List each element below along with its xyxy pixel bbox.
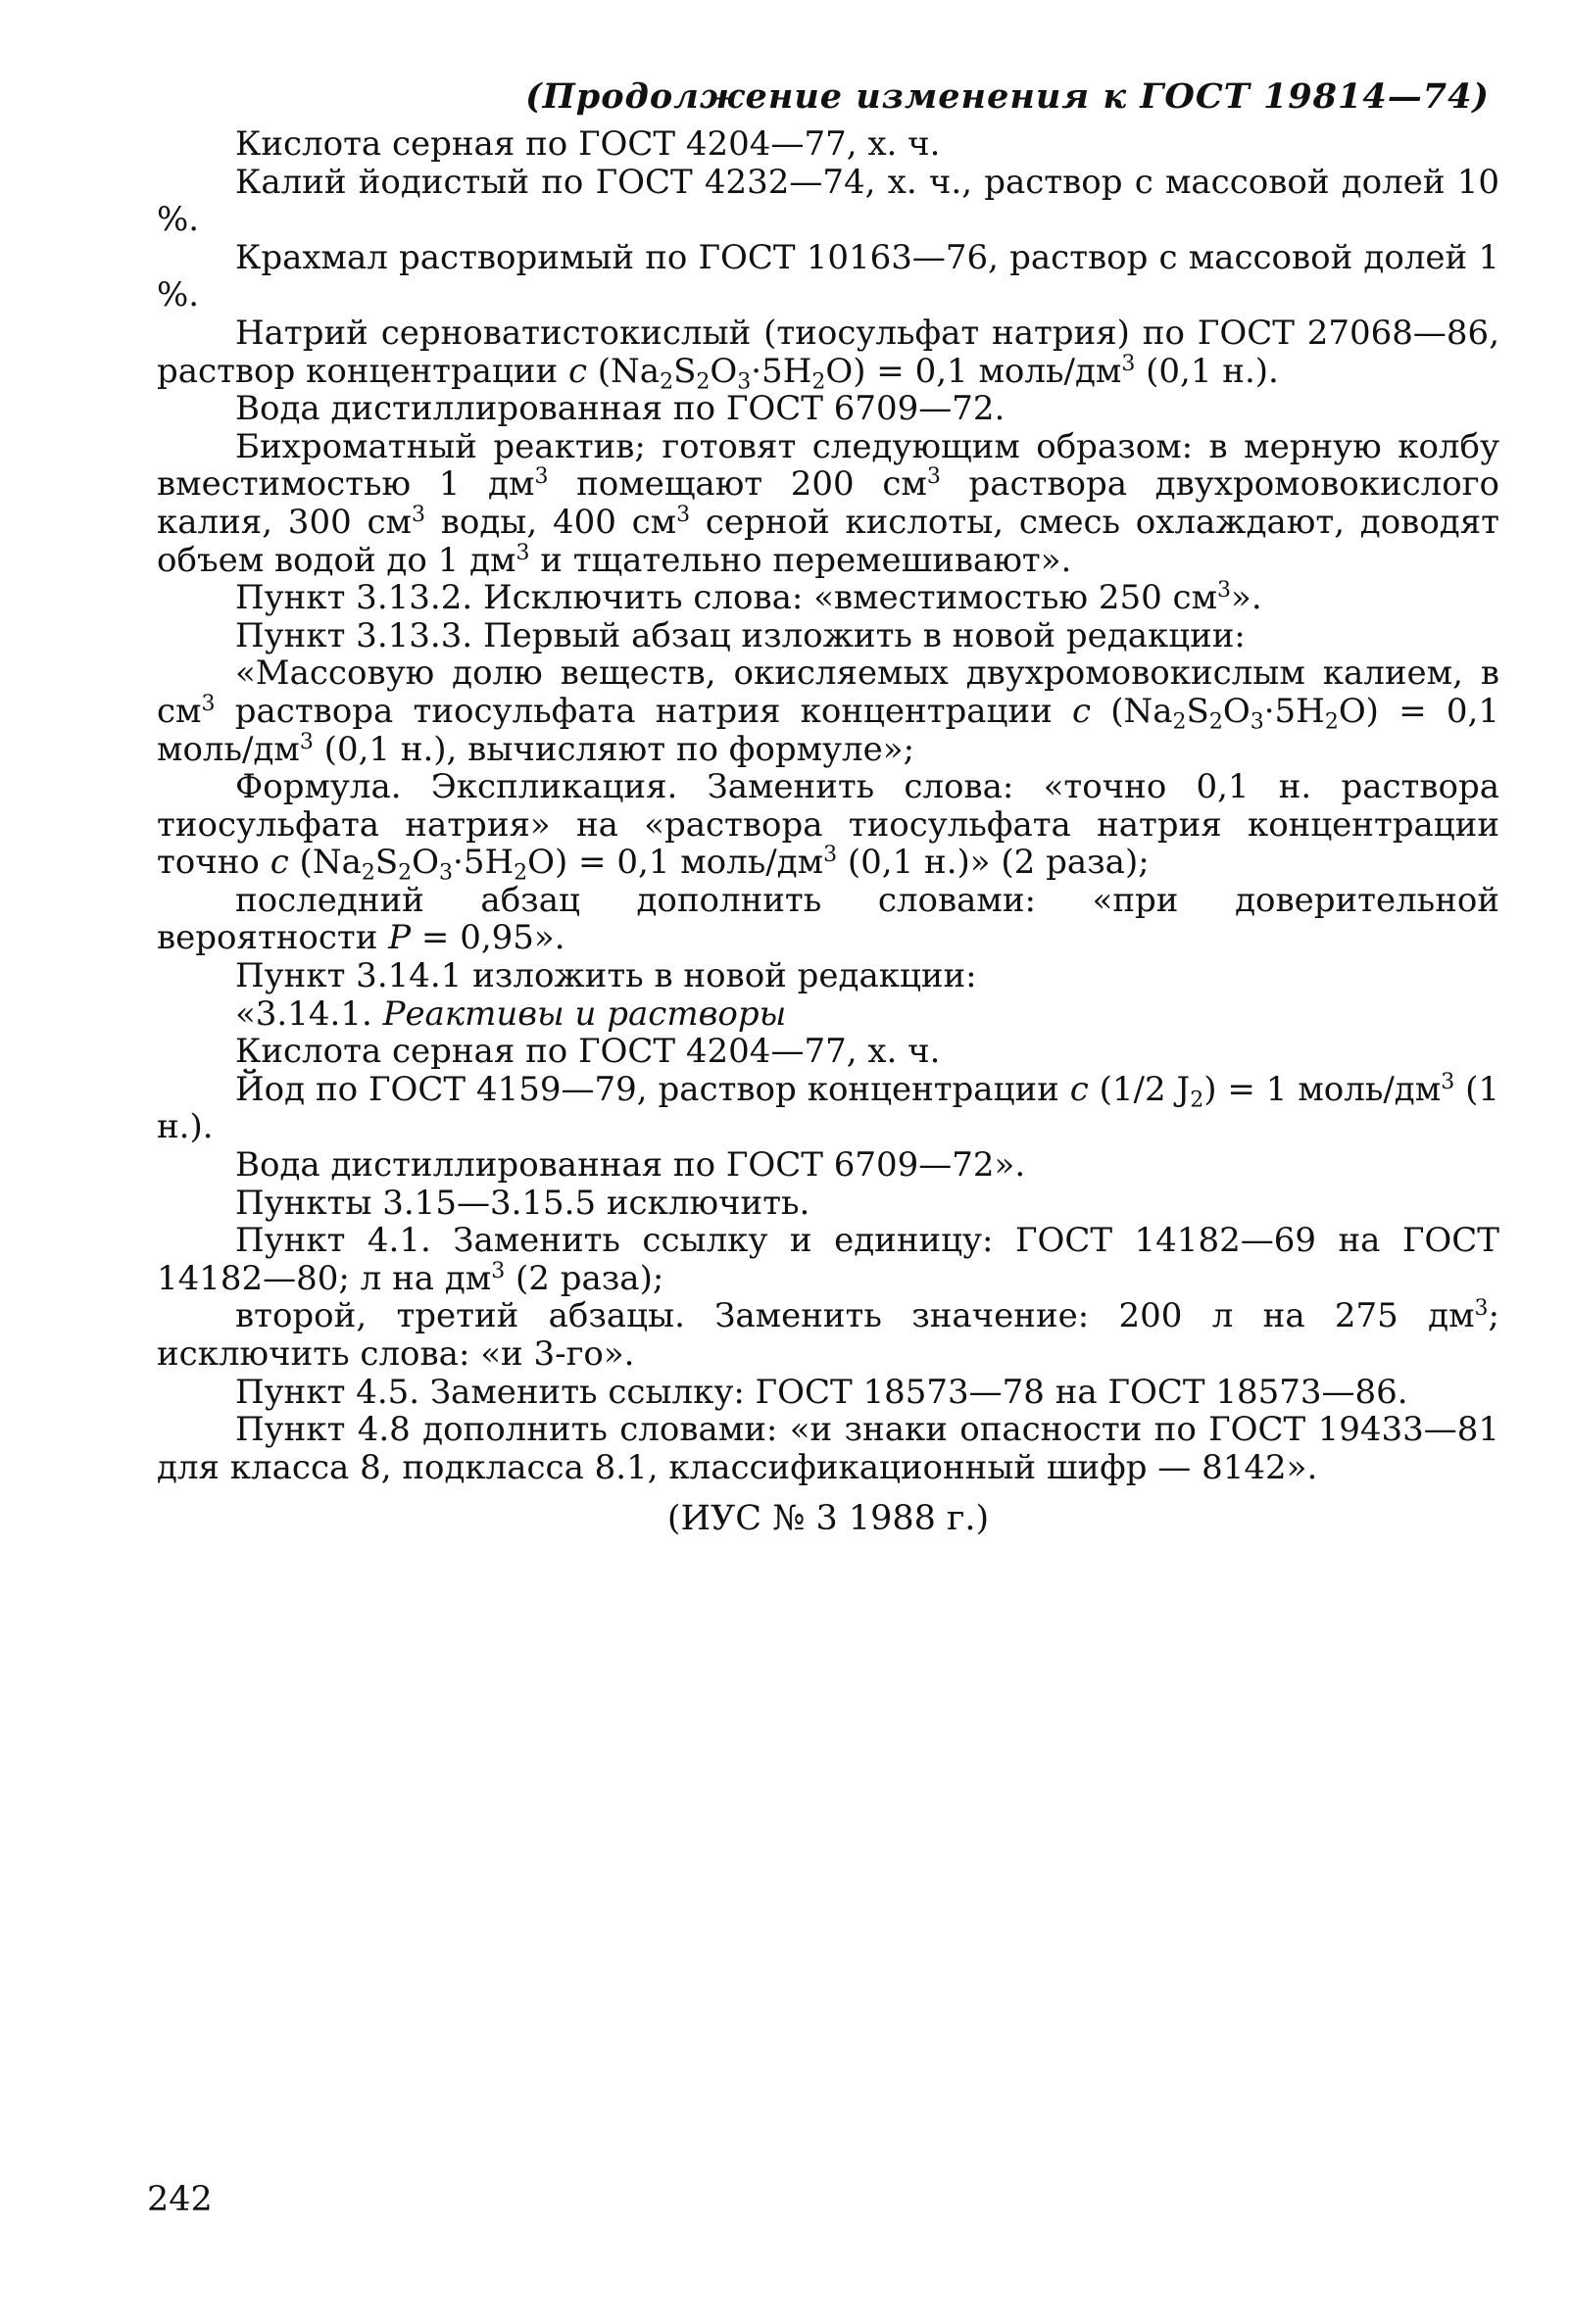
running-header: (Продолжение изменения к ГОСТ 19814—74) (525, 76, 1490, 117)
paragraph: Бихроматный реактив; готовят следующим образом: в мерную колбу вместимостью 1 $дм^3$ помещают 200 $см^3$ раствора двухромовокислого калия, 300 $см^3$ воды, 400 $см^3$ серной кислоты, смесь охлаждают, доводят объем водой до 1 $дм^3$ и тщательно перемешивают». (157, 426, 1500, 580)
paragraph: Пункт 3.14.1 изложить в новой редакции: (235, 956, 977, 996)
paragraph: Пункт 4.8 дополнить словами: «и знаки опасности по ГОСТ 19433—81 для класса 8, подкласса 8.1, классификационный шифр — 8142». (157, 1410, 1499, 1487)
source-reference: (ИУС № 3 1988 г.) (666, 1499, 990, 1539)
page-number: 242 (147, 2180, 213, 2219)
paragraph: Формула. Экспликация. Заменить слова: «точно 0,1 н. раствора тиосульфата натрия» на «раствора тиосульфата натрия концентрации точно c $(Na_2S_2O_3\cdot 5H_2O) = 0,1$ моль/$дм^3$ (0,1 н.)» (2 раза); (157, 767, 1499, 886)
paragraph: Пункты 3.15—3.15.5 исключить. (235, 1183, 810, 1223)
paragraph: Пункт 4.1. Заменить ссылку и единицу: ГОСТ 14182—69 на ГОСТ 14182—80; л на $дм^3$ (2 раза); (157, 1221, 1499, 1298)
paragraph: Пункт 3.13.3. Первый абзац изложить в новой редакции: (235, 615, 1246, 655)
paragraph: второй, третий абзацы. Заменить значение: 200 л на 275 $дм^3$; исключить слова: «и 3-го». (157, 1296, 1499, 1374)
paragraph: Кислота серная по ГОСТ 4204—77, х. ч. (235, 1032, 941, 1072)
paragraph: Крахмал растворимый по ГОСТ 10163—76, раствор с массовой долей 1 %. (157, 237, 1499, 315)
paragraph: Натрий серноватистокислый (тиосульфат натрия) по ГОСТ 27068—86, раствор концентрации c $(Na_2S_2O_3\cdot 5H_2O) = 0,1$ моль/$дм^3$ (0,1 н.). (157, 313, 1499, 395)
paragraph: Калий йодистый по ГОСТ 4232—74, х. ч., раствор с массовой долей 10 %. (157, 162, 1499, 240)
paragraph: Пункт 4.5. Заменить ссылку: ГОСТ 18573—78 на ГОСТ 18573—86. (235, 1372, 1408, 1412)
paragraph: Йод по ГОСТ 4159—79, раствор концентрации c (1/2 $J_2) = 1$ моль/$дм^3$ (1 н.). (157, 1069, 1499, 1147)
paragraph: «Массовую долю веществ, окисляемых двухромовокислым калием, в $см^3$ раствора тиосульфата натрия концентрации c $(Na_2S_2O_3\cdot 5H_2O) = 0,1$ моль/$дм^3$ (0,1 н.), вычисляют по формуле»; (157, 654, 1499, 769)
paragraph: последний абзац дополнить словами: «при доверительной вероятности P = 0,95». (157, 880, 1499, 958)
paragraph: Кислота серная по ГОСТ 4204—77, х. ч. (235, 124, 941, 164)
paragraph: «3.14.1. Реактивы и растворы (235, 993, 787, 1034)
document-body (157, 125, 1499, 1538)
paragraph: Вода дистиллированная по ГОСТ 6709—72». (235, 1145, 1026, 1186)
paragraph: Пункт 3.13.2. Исключить слова: «вместимостью 250 $см^3$». (235, 578, 1262, 618)
paragraph: Вода дистиллированная по ГОСТ 6709—72. (235, 389, 1006, 429)
